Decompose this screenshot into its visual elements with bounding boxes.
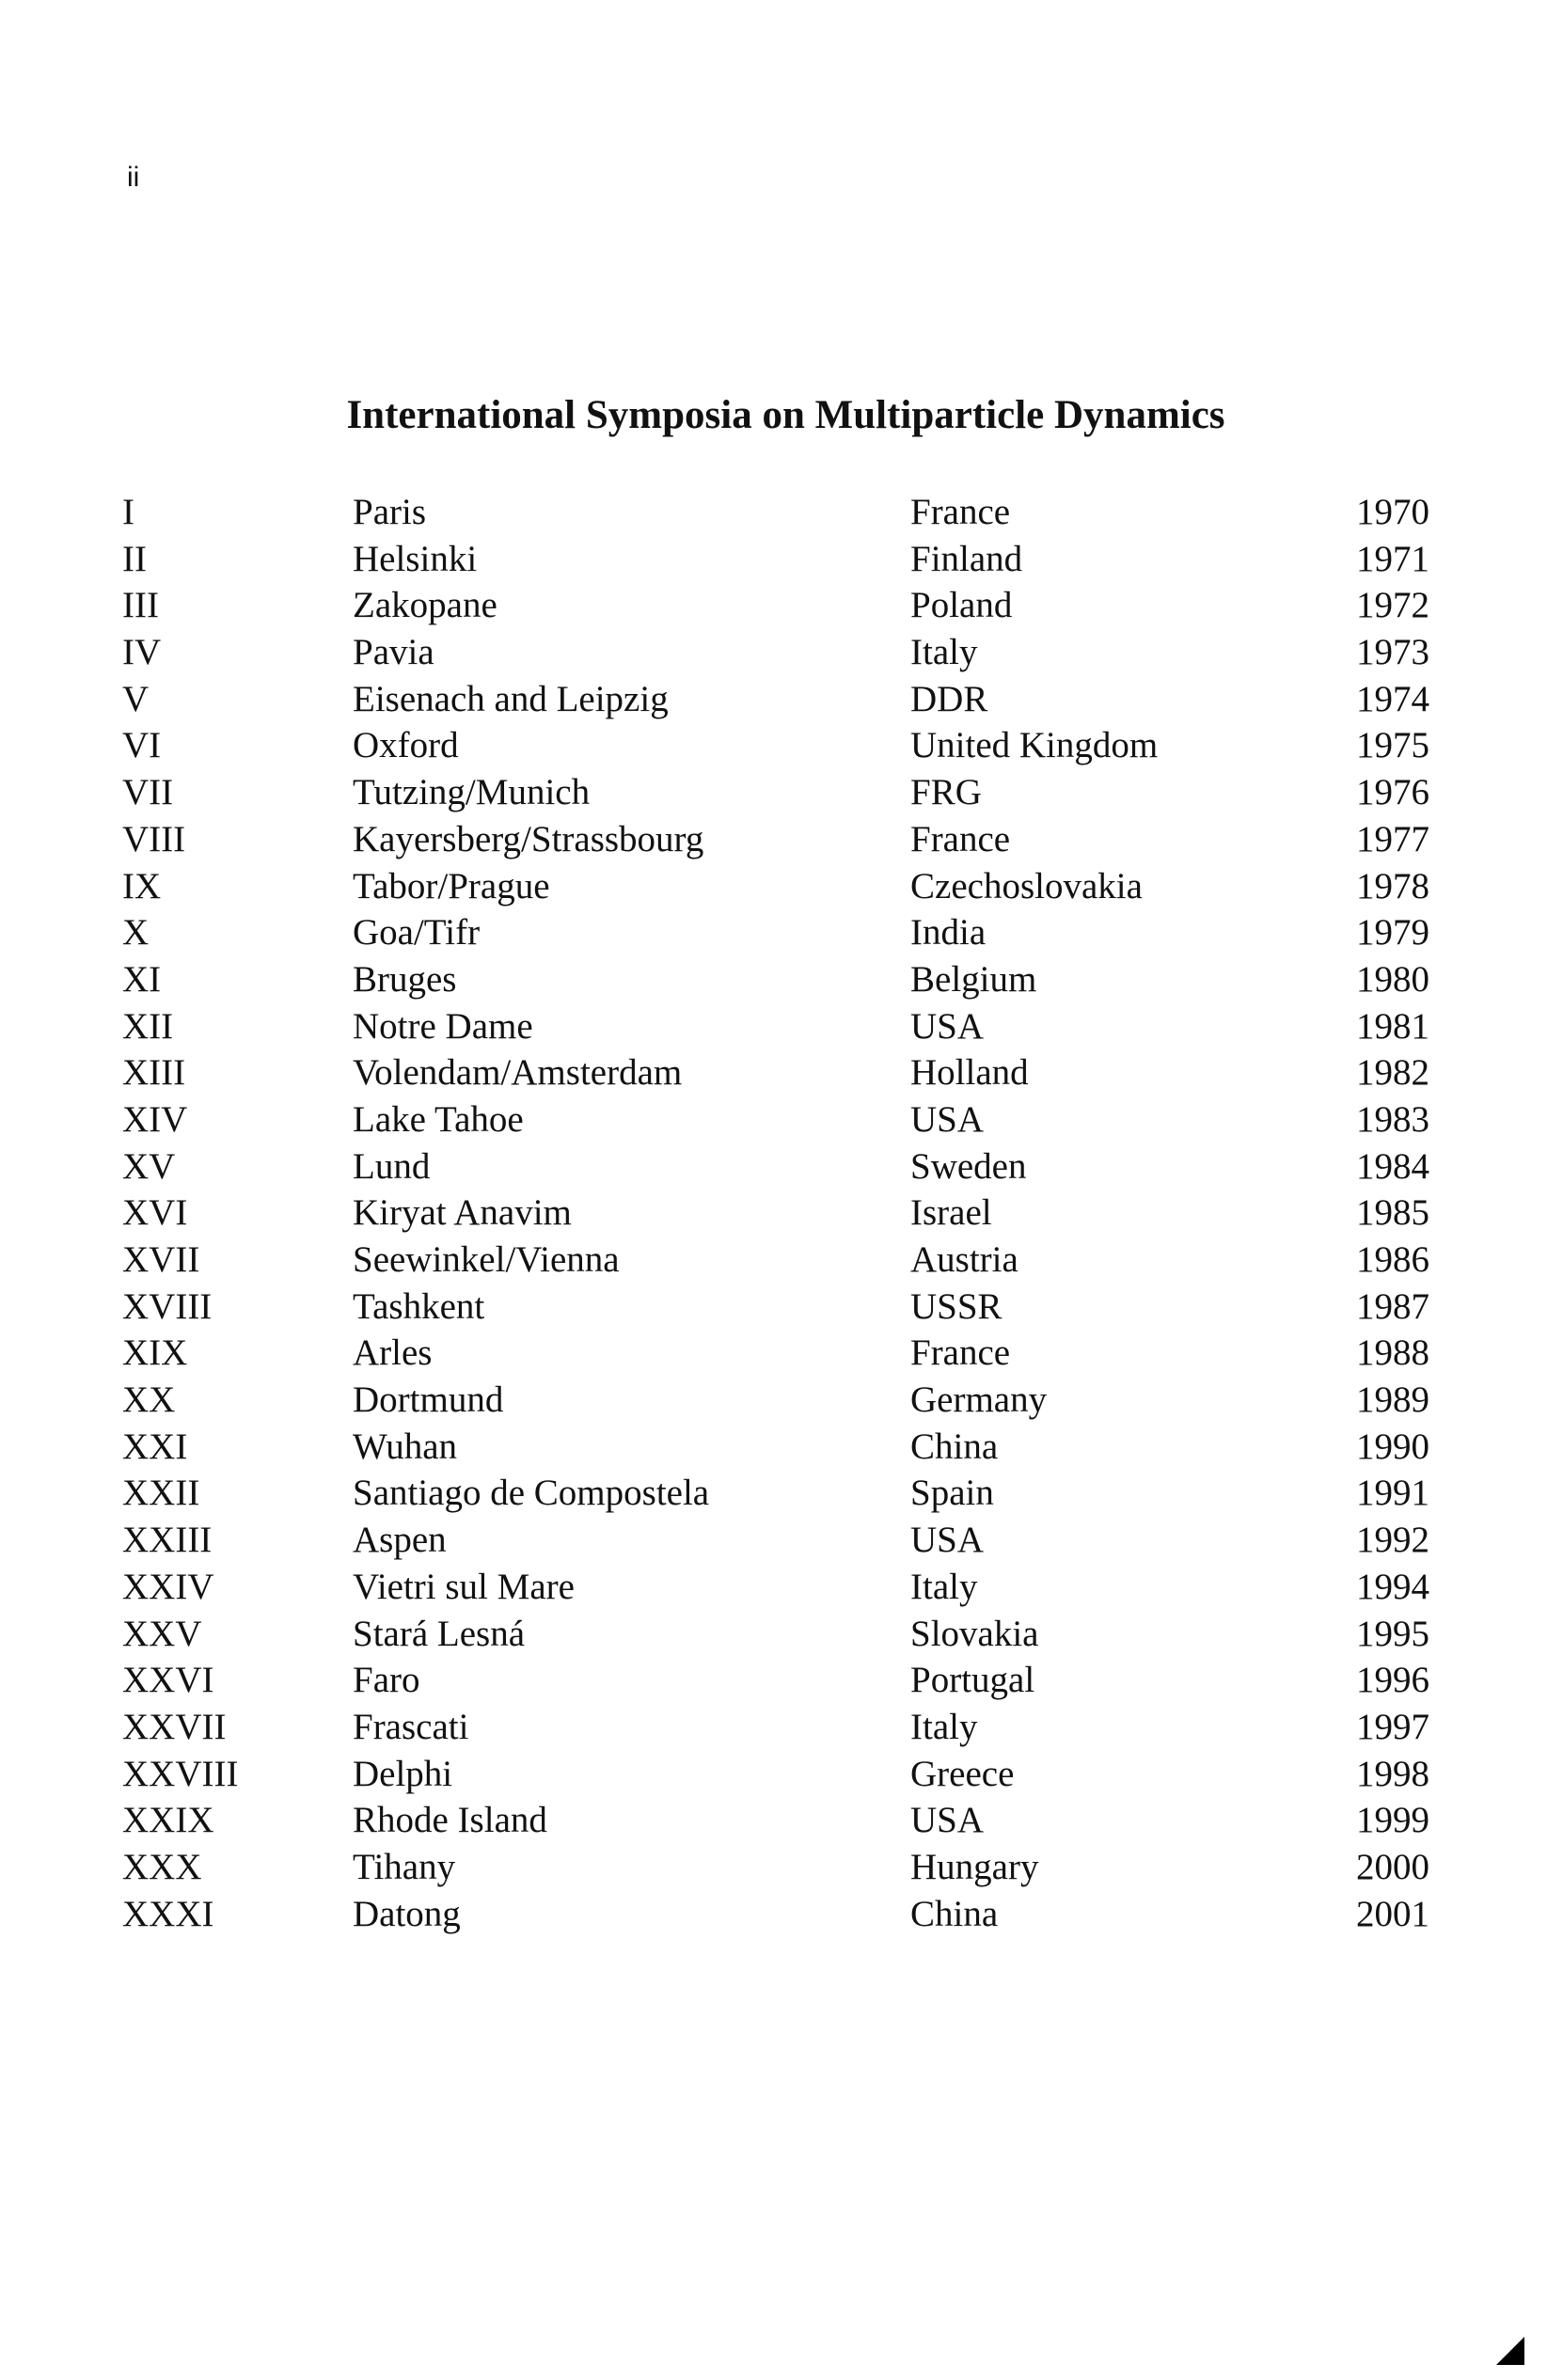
table-row: [122, 1424, 1429, 1471]
table-row: [122, 1844, 1429, 1891]
country: France: [910, 818, 1011, 859]
table-row: [122, 863, 1429, 910]
city: Dortmund: [353, 1379, 504, 1421]
city: Aspen: [353, 1520, 447, 1561]
table-row: [122, 1751, 1429, 1798]
year: 1972: [1356, 585, 1429, 626]
year: 2001: [1356, 1893, 1429, 1934]
year: 1970: [1356, 492, 1429, 532]
city: Notre Dame: [353, 1005, 533, 1047]
roman-numeral: II: [122, 538, 147, 579]
country: India: [910, 912, 987, 954]
year: 1995: [1356, 1613, 1429, 1654]
table-row: [122, 1657, 1429, 1704]
year: 1974: [1356, 678, 1429, 719]
country: Greece: [910, 1753, 1015, 1794]
roman-numeral: IV: [122, 632, 162, 673]
city: Delphi: [353, 1753, 453, 1794]
year: 1977: [1356, 818, 1429, 859]
country: USA: [910, 1098, 985, 1140]
country: France: [910, 492, 1011, 532]
city: Tashkent: [353, 1285, 485, 1327]
year: 1978: [1356, 865, 1429, 906]
year: 1981: [1356, 1005, 1429, 1047]
table-row: [122, 1891, 1429, 1938]
table-row: [122, 1143, 1429, 1190]
roman-numeral: III: [122, 585, 159, 626]
table-row: [122, 1377, 1429, 1424]
country: Italy: [910, 1566, 978, 1607]
year: 1996: [1356, 1660, 1429, 1701]
table-row: [122, 1330, 1429, 1377]
table-row: [122, 1517, 1429, 1564]
table-row: [122, 816, 1429, 863]
country: USA: [910, 1800, 985, 1841]
city: Vietri sul Mare: [353, 1566, 575, 1607]
roman-numeral: XXIV: [122, 1566, 214, 1607]
city: Bruges: [353, 958, 457, 1000]
table-row: [122, 1237, 1429, 1284]
roman-numeral: XXI: [122, 1426, 188, 1467]
country: Hungary: [910, 1846, 1039, 1887]
city: Santiago de Compostela: [353, 1473, 710, 1514]
year: 1975: [1356, 725, 1429, 766]
city: Helsinki: [353, 538, 478, 579]
roman-numeral: XXX: [122, 1846, 202, 1887]
year: 1980: [1356, 958, 1429, 1000]
roman-numeral: XXXI: [122, 1893, 214, 1934]
roman-numeral: XXVIII: [122, 1753, 239, 1794]
roman-numeral: XVI: [122, 1192, 188, 1234]
city: Faro: [353, 1660, 420, 1701]
year: 1988: [1356, 1332, 1429, 1374]
city: Wuhan: [353, 1426, 458, 1467]
country: Holland: [910, 1052, 1029, 1094]
roman-numeral: X: [122, 912, 150, 954]
country: Sweden: [910, 1145, 1027, 1187]
city: Lake Tahoe: [353, 1098, 524, 1140]
country: Slovakia: [910, 1613, 1039, 1654]
table-row: [122, 1611, 1429, 1658]
city: Zakopane: [353, 585, 497, 626]
city: Eisenach and Leipzig: [353, 678, 669, 719]
year: 1986: [1356, 1239, 1429, 1280]
year: 1991: [1356, 1473, 1429, 1514]
city: Oxford: [353, 725, 459, 766]
year: 1999: [1356, 1800, 1429, 1841]
city: Kiryat Anavim: [353, 1192, 572, 1234]
country: United Kingdom: [910, 725, 1159, 766]
roman-numeral: VI: [122, 725, 162, 766]
country: USSR: [910, 1285, 1002, 1327]
country: Israel: [910, 1192, 992, 1234]
table-row: [122, 489, 1429, 536]
roman-numeral: XIX: [122, 1332, 188, 1374]
table-row: [122, 1049, 1429, 1096]
roman-numeral: XII: [122, 1005, 174, 1047]
year: 2000: [1356, 1846, 1429, 1887]
country: Czechoslovakia: [910, 865, 1143, 906]
country: China: [910, 1893, 999, 1934]
year: 1982: [1356, 1052, 1429, 1094]
table-row: [122, 1096, 1429, 1143]
roman-numeral: I: [122, 492, 134, 532]
roman-numeral: XVIII: [122, 1285, 213, 1327]
symposia-table: [122, 489, 1429, 1937]
year: 1984: [1356, 1145, 1429, 1187]
city: Datong: [353, 1893, 461, 1934]
roman-numeral: VII: [122, 772, 174, 813]
table-row: [122, 769, 1429, 816]
roman-numeral: XXVI: [122, 1660, 214, 1701]
roman-numeral: XV: [122, 1145, 176, 1187]
table-row: [122, 676, 1429, 723]
roman-numeral: XXIII: [122, 1520, 213, 1561]
roman-numeral: XXV: [122, 1613, 202, 1654]
roman-numeral: VIII: [122, 818, 186, 859]
country: Germany: [910, 1379, 1048, 1421]
city: Paris: [353, 492, 426, 532]
city: Tabor/Prague: [353, 865, 550, 906]
city: Tihany: [353, 1846, 456, 1887]
country: Spain: [910, 1473, 994, 1514]
country: USA: [910, 1520, 985, 1561]
roman-numeral: XIV: [122, 1098, 188, 1140]
year: 1989: [1356, 1379, 1429, 1421]
city: Arles: [353, 1332, 433, 1374]
city: Volendam/Amsterdam: [353, 1052, 683, 1094]
city: Lund: [353, 1145, 431, 1187]
table-row: [122, 1470, 1429, 1517]
country: Poland: [910, 585, 1013, 626]
year: 1998: [1356, 1753, 1429, 1794]
country: FRG: [910, 772, 982, 813]
table-row: [122, 1564, 1429, 1611]
table-row: [122, 582, 1429, 629]
table-row: [122, 629, 1429, 676]
table-row: [122, 1003, 1429, 1050]
country: USA: [910, 1005, 985, 1047]
page-number: ii: [127, 162, 140, 193]
country: China: [910, 1426, 999, 1467]
roman-numeral: XX: [122, 1379, 176, 1421]
year: 1992: [1356, 1520, 1429, 1561]
year: 1976: [1356, 772, 1429, 813]
roman-numeral: XXII: [122, 1473, 200, 1514]
table-row: [122, 536, 1429, 583]
roman-numeral: XI: [122, 958, 162, 1000]
roman-numeral: V: [122, 678, 150, 719]
table-row: [122, 722, 1429, 769]
table-row: [122, 1797, 1429, 1844]
country: Portugal: [910, 1660, 1035, 1701]
year: 1997: [1356, 1706, 1429, 1747]
city: Tutzing/Munich: [353, 772, 591, 813]
year: 1973: [1356, 632, 1429, 673]
document-title: International Symposia on Multiparticle Dynamics: [346, 393, 1225, 437]
country: Austria: [910, 1239, 1018, 1280]
year: 1990: [1356, 1426, 1429, 1467]
roman-numeral: XXVII: [122, 1706, 227, 1747]
table-row: [122, 1284, 1429, 1331]
roman-numeral: XIII: [122, 1052, 186, 1094]
city: Kayersberg/Strassbourg: [353, 818, 704, 859]
country: DDR: [910, 678, 988, 719]
city: Goa/Tifr: [353, 912, 481, 954]
country: France: [910, 1332, 1011, 1374]
corner-mark: [1496, 2337, 1524, 2365]
city: Stará Lesná: [353, 1613, 526, 1654]
country: Italy: [910, 1706, 978, 1747]
year: 1971: [1356, 538, 1429, 579]
city: Rhode Island: [353, 1800, 547, 1841]
city: Pavia: [353, 632, 434, 673]
country: Italy: [910, 632, 978, 673]
year: 1985: [1356, 1192, 1429, 1234]
country: Belgium: [910, 958, 1037, 1000]
roman-numeral: XVII: [122, 1239, 200, 1280]
roman-numeral: IX: [122, 865, 162, 906]
city: Frascati: [353, 1706, 469, 1747]
year: 1983: [1356, 1098, 1429, 1140]
table-row: [122, 909, 1429, 956]
city: Seewinkel/Vienna: [353, 1239, 620, 1280]
year: 1979: [1356, 912, 1429, 954]
table-row: [122, 1704, 1429, 1751]
country: Finland: [910, 538, 1023, 579]
table-row: [122, 1190, 1429, 1237]
table-row: [122, 956, 1429, 1003]
year: 1994: [1356, 1566, 1429, 1607]
year: 1987: [1356, 1285, 1429, 1327]
roman-numeral: XXIX: [122, 1800, 214, 1841]
